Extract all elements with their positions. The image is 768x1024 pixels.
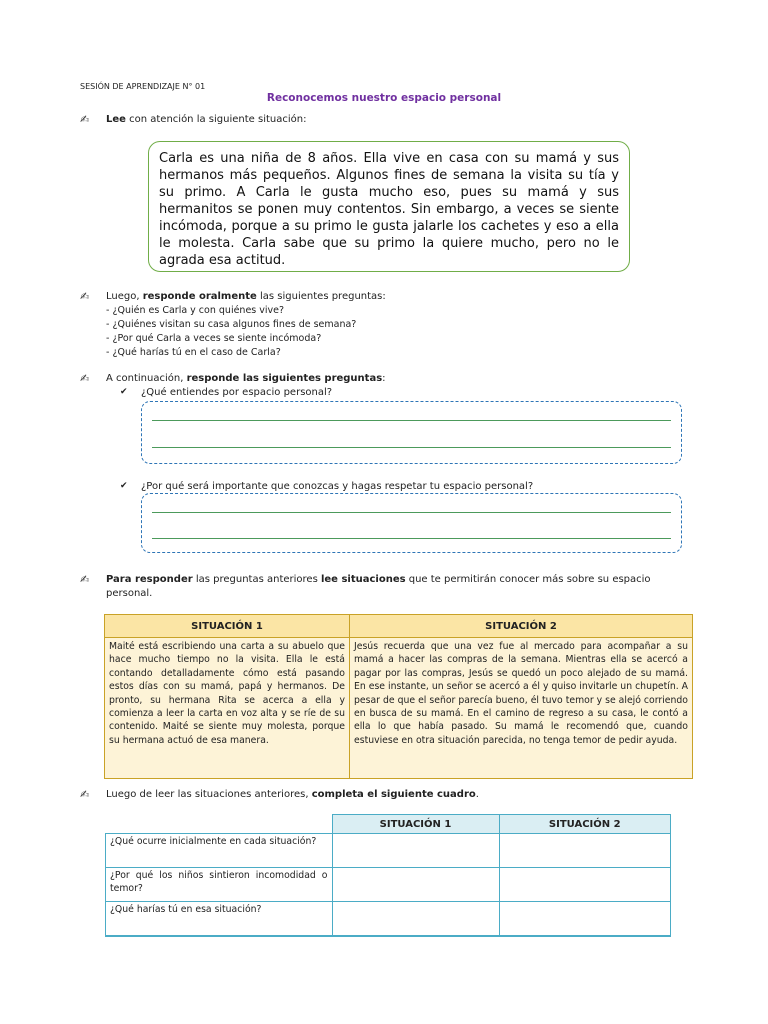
answer-box-1[interactable]: [141, 401, 682, 464]
complete-post: .: [475, 789, 479, 800]
situation-1-header: SITUACIÓN 1: [105, 615, 350, 638]
answer-line[interactable]: [152, 512, 671, 513]
oral-bold: responde oralmente: [142, 291, 257, 302]
check-icon: ✔: [120, 481, 128, 491]
oral-instruction: [106, 290, 386, 304]
pen-icon: ✍: [80, 372, 90, 385]
read-bold: Lee: [106, 114, 126, 125]
answer-cell[interactable]: [332, 834, 499, 868]
read-instruction: [106, 113, 306, 127]
answer-cell[interactable]: [499, 834, 671, 868]
written-pre: A continuación,: [106, 373, 187, 384]
pen-icon: ✍: [80, 290, 90, 303]
pen-icon: ✍: [80, 788, 90, 801]
empty-corner-cell: [106, 815, 333, 834]
respond-bold-1: Para responder: [106, 574, 193, 585]
written-instruction: [106, 372, 386, 386]
written-bold: responde las siguientes preguntas: [186, 373, 383, 384]
answer-line[interactable]: [152, 447, 671, 448]
oral-question: - ¿Qué harías tú en el caso de Carla?: [106, 347, 281, 358]
table-row-question: ¿Por qué los niños sintieron incomodidad o temor?: [106, 868, 333, 902]
complete-instruction: [106, 788, 479, 802]
situation-2-header: SITUACIÓN 2: [350, 615, 693, 638]
table-row-question: ¿Qué ocurre inicialmente en cada situación?: [106, 834, 333, 868]
respond-text-1: las preguntas anteriores: [192, 574, 321, 585]
situation-2-text: Jesús recuerda que una vez fue al mercado para acompañar a su mamá a hacer las compras de la semana. Mientras ella se acercó a pagar por las compras, Jesús se quedó un poco alejado de su mamá. En ese instante, un señor se acercó a él y quiso invitarle un chupetín. A pesar de que el señor parecía bueno, él tuvo temor y se alejó corriendo en busca de su mamá. En el camino de regreso a su casa, le contó a ella lo que había pasado. Su mamá le recomendó que, cuando estuviese en otra situación parecida, no tenga temor de pedir ayuda.: [350, 638, 693, 779]
check-icon: ✔: [120, 387, 128, 397]
question-2: ¿Por qué será importante que conozcas y hagas respetar tu espacio personal?: [141, 481, 534, 492]
table-row-question: ¿Qué harías tú en esa situación?: [106, 902, 333, 937]
oral-question: - ¿Quiénes visitan su casa algunos fines de semana?: [106, 319, 357, 330]
oral-post: las siguientes preguntas:: [256, 291, 386, 302]
complete-pre: Luego de leer las situaciones anteriores,: [106, 789, 312, 800]
answer-line[interactable]: [152, 538, 671, 539]
respond-bold-2: lee situaciones: [320, 574, 406, 585]
read-rest: con atención la siguiente situación:: [125, 114, 307, 125]
oral-question: - ¿Por qué Carla a veces se siente incómoda?: [106, 333, 322, 344]
answer-cell[interactable]: [332, 902, 499, 937]
table-situation-1-header: SITUACIÓN 1: [332, 815, 499, 834]
pen-icon: ✍: [80, 573, 90, 586]
page-title: Reconocemos nuestro espacio personal: [266, 92, 502, 104]
answer-cell[interactable]: [332, 868, 499, 902]
situations-table: [104, 614, 693, 779]
written-post: :: [382, 373, 386, 384]
respond-text-2: que te permitirán conocer más sobre su espacio personal.: [106, 574, 651, 599]
complete-bold: completa el siguiente cuadro: [311, 789, 476, 800]
session-label: SESIÓN DE APRENDIZAJE N° 01: [80, 82, 206, 91]
respond-instruction: [106, 573, 686, 601]
table-situation-2-header: SITUACIÓN 2: [499, 815, 671, 834]
pen-icon: ✍: [80, 113, 90, 126]
oral-pre: Luego,: [106, 291, 143, 302]
answer-cell[interactable]: [499, 902, 671, 937]
answer-line[interactable]: [152, 420, 671, 421]
situation-1-text: Maité está escribiendo una carta a su abuelo que hace mucho tiempo no la visita. Ella le está contando detalladamente cómo está pasando estos días con su mamá, papá y hermanos. De pronto, su hermana Rita se acerca a ella y comienza a leer la carta en voz alta y se ríe de su contenido. Maité se siente muy molesta, porque su hermana actuó de esa manera.: [105, 638, 350, 779]
answer-box-2[interactable]: [141, 493, 682, 553]
story-box: Carla es una niña de 8 años. Ella vive en casa con su mamá y sus hermanos más pequeños. Algunos fines de semana la visita su tía y su primo. A Carla le gusta mucho eso, pues su mamá y sus hermanitos se ponen muy contentos. Sin embargo, a veces se siente incómoda, porque a su primo le gusta jalarle los cachetes y eso a ella le molesta. Carla sabe que su primo la quiere mucho, pero no le agrada esa actitud.: [148, 141, 630, 272]
oral-question-list: [106, 304, 356, 360]
oral-question: - ¿Quién es Carla y con quiénes vive?: [106, 305, 285, 316]
comparison-table: [105, 814, 671, 937]
answer-cell[interactable]: [499, 868, 671, 902]
question-1: ¿Qué entiendes por espacio personal?: [141, 387, 333, 398]
